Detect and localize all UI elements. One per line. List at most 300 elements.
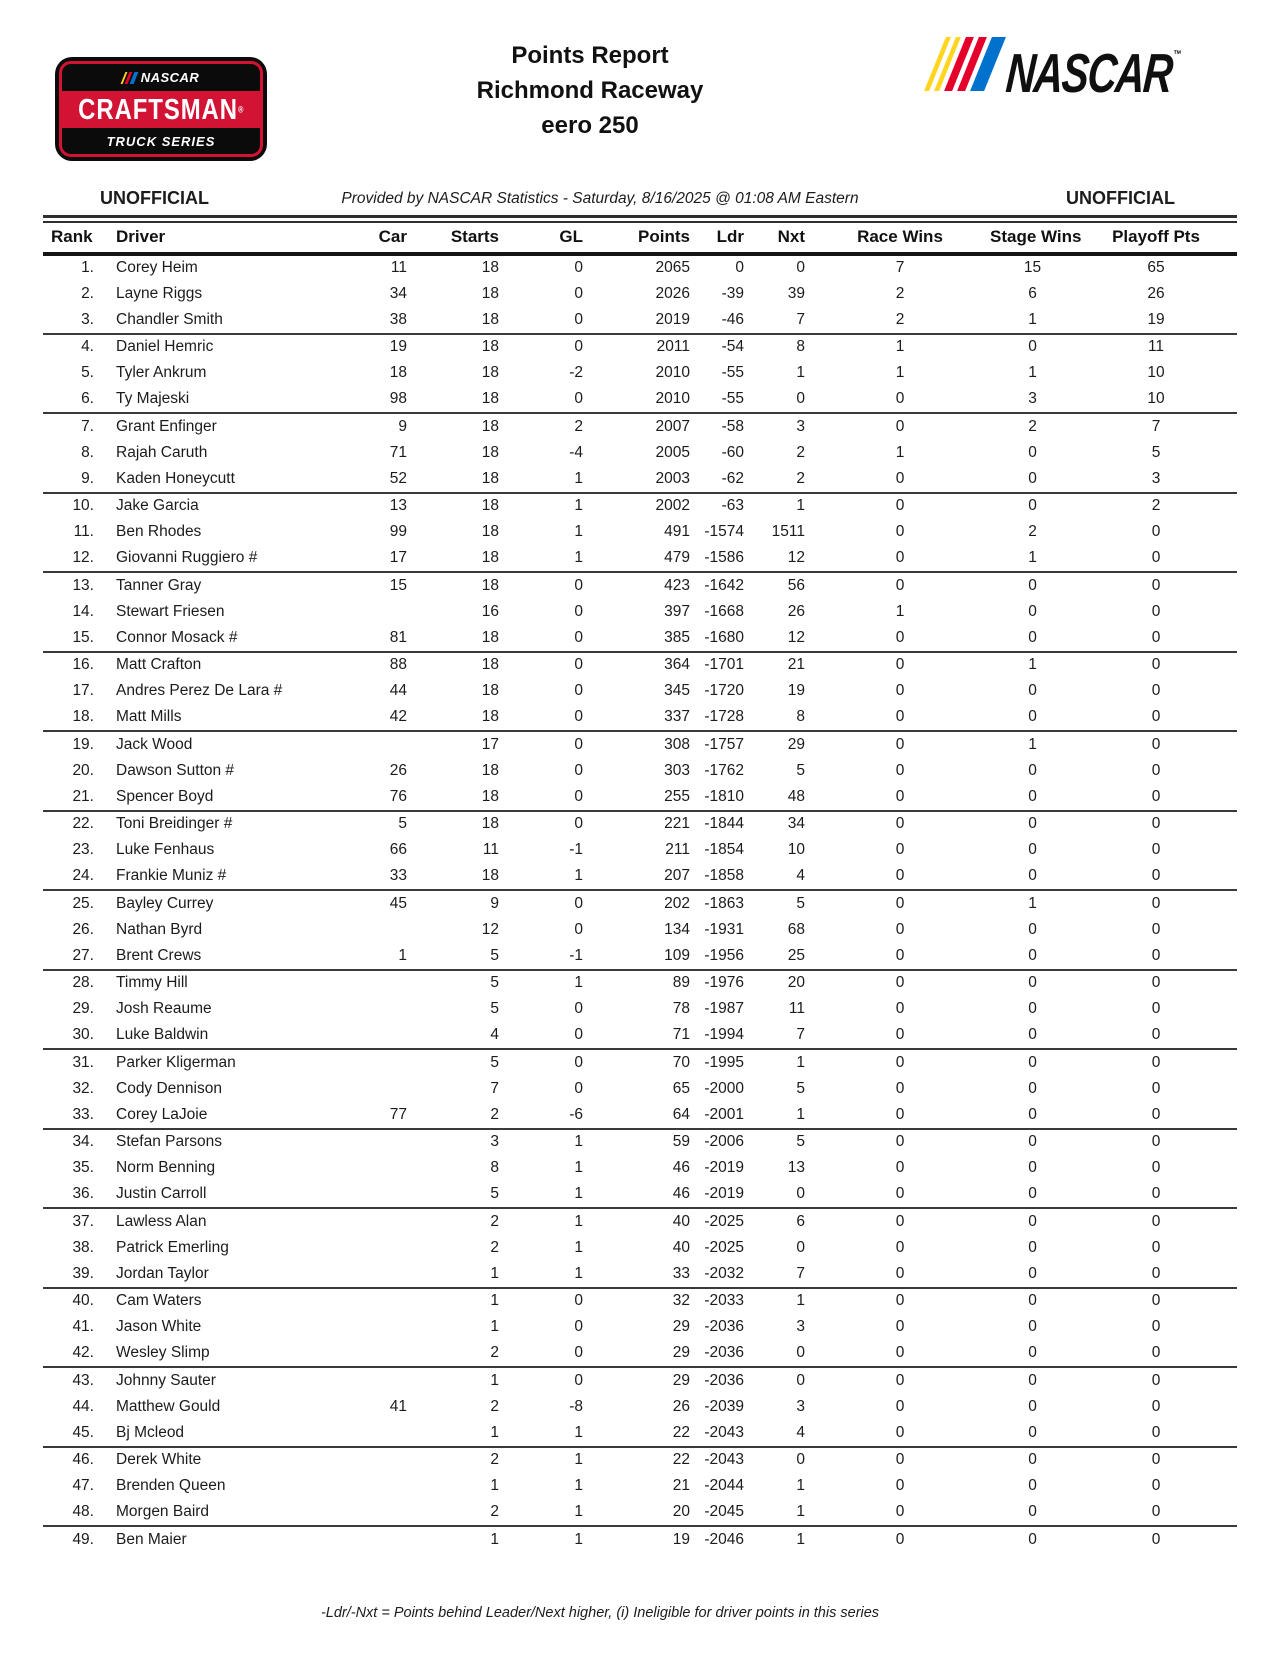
points-cell: 20	[672, 1503, 690, 1521]
playoff-pts-cell: 0	[1151, 787, 1161, 805]
car-cell: 88	[389, 656, 407, 674]
driver-cell: Giovanni Ruggiero #	[116, 549, 258, 567]
nascar-logo-text: NASCAR	[1003, 42, 1174, 104]
rank-cell: 44.	[72, 1397, 94, 1415]
driver-cell: Ben Rhodes	[116, 523, 202, 541]
rank-cell: 19.	[72, 735, 94, 753]
starts-cell: 1	[490, 1423, 499, 1441]
points-cell: 2005	[655, 443, 690, 461]
car-cell: 15	[389, 576, 407, 594]
row-group	[43, 731, 1237, 811]
row-group	[43, 890, 1237, 970]
row-group	[43, 1049, 1237, 1129]
car-cell: 11	[390, 259, 407, 277]
ldr-cell: -2043	[704, 1451, 744, 1469]
driver-cell: Cam Waters	[116, 1292, 202, 1310]
car-cell	[360, 970, 412, 997]
playoff-pts-cell: 26	[1147, 284, 1165, 302]
table-row	[43, 1076, 1237, 1103]
table-row	[43, 1049, 1237, 1076]
row-group	[43, 334, 1237, 414]
starts-cell: 18	[481, 259, 499, 277]
table-row	[43, 837, 1237, 864]
car-cell: 17	[389, 549, 407, 567]
rank-cell: 31.	[72, 1053, 94, 1071]
car-cell: 1	[398, 946, 407, 964]
nxt-cell: 5	[796, 1133, 805, 1151]
playoff-pts-cell: 3	[1151, 469, 1161, 487]
legend-note: -Ldr/-Nxt = Points behind Leader/Next higher, (i) Ineligible for driver points in this series	[320, 1605, 880, 1621]
nxt-cell: 3	[796, 1397, 805, 1415]
car-cell: 98	[389, 390, 407, 408]
stage-wins-cell: 0	[1028, 628, 1037, 646]
car-cell	[360, 1420, 412, 1447]
car-cell: 34	[389, 284, 407, 302]
craftsman-logo-red-band	[62, 91, 260, 128]
table-row	[43, 281, 1237, 308]
gl-cell: 1	[574, 549, 583, 567]
playoff-pts-cell: 0	[1151, 682, 1161, 700]
rank-cell: 47.	[72, 1477, 94, 1495]
gl-cell: 0	[574, 1318, 583, 1336]
race-wins-cell: 0	[895, 1000, 905, 1018]
table-row	[43, 1023, 1237, 1050]
playoff-pts-cell: 0	[1151, 602, 1161, 620]
rank-cell: 17.	[72, 682, 94, 700]
stage-wins-cell: 0	[1028, 920, 1037, 938]
points-cell: 255	[664, 787, 690, 805]
points-cell: 2010	[655, 390, 690, 408]
nxt-cell: 0	[796, 1238, 805, 1256]
driver-cell: Frankie Muniz #	[116, 867, 227, 885]
points-cell: 89	[672, 974, 690, 992]
nxt-cell: 4	[796, 867, 805, 885]
stage-wins-cell: 0	[1028, 1105, 1037, 1123]
nxt-cell: 7	[796, 310, 805, 328]
table-row	[43, 811, 1237, 838]
race-wins-cell: 0	[895, 735, 905, 753]
table-row	[43, 625, 1237, 652]
rank-cell: 28.	[72, 974, 94, 992]
nxt-cell: 0	[796, 1185, 805, 1203]
starts-cell: 18	[481, 523, 499, 541]
starts-cell: 17	[481, 735, 499, 753]
craftsman-logo-nascar-text: NASCAR	[140, 70, 200, 85]
stage-wins-cell: 0	[1028, 867, 1037, 885]
stage-wins-cell: 0	[1028, 576, 1037, 594]
column-header-gl: GL	[504, 223, 588, 254]
rank-cell: 21.	[72, 787, 94, 805]
car-cell: 99	[389, 523, 407, 541]
table-row	[43, 1261, 1237, 1288]
table-row	[43, 970, 1237, 997]
starts-cell: 18	[481, 390, 499, 408]
stage-wins-cell: 0	[1028, 787, 1037, 805]
gl-cell: 0	[574, 1079, 583, 1097]
driver-cell: Luke Baldwin	[116, 1026, 209, 1044]
stage-wins-cell: 6	[1028, 284, 1037, 302]
race-wins-cell: 0	[895, 1292, 905, 1310]
rank-cell: 32.	[72, 1079, 94, 1097]
race-wins-cell: 0	[895, 946, 905, 964]
rank-cell: 37.	[72, 1212, 94, 1230]
playoff-pts-cell: 0	[1151, 1503, 1161, 1521]
nxt-cell: 6	[796, 1212, 805, 1230]
ldr-cell: -2036	[704, 1371, 744, 1389]
table-row	[43, 1155, 1237, 1182]
driver-cell: Matt Crafton	[116, 656, 202, 674]
points-cell: 385	[664, 628, 690, 646]
car-cell	[360, 1129, 412, 1156]
ldr-cell: -1668	[704, 602, 744, 620]
ldr-cell: -39	[721, 284, 744, 302]
driver-cell: Layne Riggs	[116, 284, 203, 302]
points-cell: 109	[664, 946, 690, 964]
gl-cell: -8	[569, 1397, 583, 1415]
gl-cell: 1	[574, 1185, 583, 1203]
points-cell: 2002	[655, 497, 690, 515]
points-cell: 207	[664, 867, 690, 885]
gl-cell: 0	[574, 1292, 583, 1310]
race-wins-cell: 0	[895, 497, 905, 515]
stage-wins-cell: 3	[1028, 390, 1037, 408]
gl-cell: 0	[574, 390, 583, 408]
provided-by-line: Provided by NASCAR Statistics - Saturday, 8/16/2025 @ 01:08 AM Eastern	[341, 190, 859, 207]
gl-cell: 1	[574, 1159, 583, 1177]
rank-cell: 16.	[72, 656, 94, 674]
stage-wins-cell: 1	[1028, 549, 1037, 567]
table-row	[43, 1235, 1237, 1262]
playoff-pts-cell: 0	[1151, 628, 1161, 646]
nxt-cell: 1	[796, 1503, 805, 1521]
stage-wins-cell: 15	[1023, 259, 1042, 277]
playoff-pts-cell: 0	[1151, 1371, 1161, 1389]
ldr-cell: -55	[721, 364, 744, 382]
stage-wins-cell: 0	[1028, 1238, 1037, 1256]
points-cell: 29	[672, 1344, 690, 1362]
points-cell: 2026	[655, 284, 690, 302]
playoff-pts-cell: 0	[1151, 656, 1161, 674]
rank-cell: 36.	[72, 1185, 94, 1203]
track-name: Richmond Raceway	[476, 77, 704, 104]
gl-cell: 0	[574, 1371, 583, 1389]
table-row	[43, 360, 1237, 387]
gl-cell: 0	[574, 1026, 583, 1044]
table-row	[43, 1526, 1237, 1553]
nxt-cell: 0	[796, 259, 805, 277]
ldr-cell: -2025	[704, 1212, 744, 1230]
points-cell: 19	[672, 1530, 690, 1548]
starts-cell: 5	[490, 1000, 499, 1018]
stage-wins-cell: 2	[1028, 417, 1037, 435]
stage-wins-cell: 0	[1028, 1371, 1037, 1389]
starts-cell: 18	[481, 815, 499, 833]
table-row	[43, 890, 1237, 917]
stage-wins-cell: 0	[1028, 1212, 1037, 1230]
nxt-cell: 3	[796, 417, 805, 435]
row-group	[43, 493, 1237, 573]
row-group	[43, 1526, 1237, 1553]
rank-cell: 10.	[72, 497, 94, 515]
playoff-pts-cell: 0	[1151, 549, 1161, 567]
race-wins-cell: 0	[895, 656, 905, 674]
gl-cell: 1	[574, 974, 583, 992]
car-cell: 26	[389, 761, 407, 779]
points-cell: 70	[672, 1053, 690, 1071]
table-row	[43, 1367, 1237, 1394]
table-row	[43, 705, 1237, 732]
points-cell: 2065	[655, 259, 690, 277]
ldr-cell: -1757	[704, 735, 744, 753]
driver-cell: Stewart Friesen	[116, 602, 225, 620]
stage-wins-cell: 0	[1028, 497, 1037, 515]
gl-cell: 1	[574, 1423, 583, 1441]
ldr-cell: -1994	[704, 1026, 744, 1044]
driver-cell: Jason White	[116, 1318, 202, 1336]
nascar-logo	[935, 36, 1241, 104]
stage-wins-cell: 2	[1028, 523, 1037, 541]
ldr-cell: -1863	[704, 894, 744, 912]
ldr-cell: -1762	[704, 761, 744, 779]
gl-cell: 0	[574, 682, 583, 700]
table-row	[43, 1341, 1237, 1368]
nxt-cell: 0	[796, 390, 805, 408]
points-cell: 397	[664, 602, 690, 620]
craftsman-logo-frame	[59, 61, 263, 157]
table-row	[43, 1420, 1237, 1447]
playoff-pts-cell: 0	[1151, 867, 1161, 885]
car-cell: 66	[389, 841, 407, 859]
driver-cell: Justin Carroll	[116, 1185, 207, 1203]
starts-cell: 18	[481, 417, 499, 435]
table-row	[43, 943, 1237, 970]
row-group	[43, 1208, 1237, 1288]
stage-wins-cell: 0	[1028, 443, 1037, 461]
driver-cell: Corey LaJoie	[116, 1105, 208, 1123]
nxt-cell: 25	[787, 946, 805, 964]
car-cell	[360, 1500, 412, 1527]
rank-cell: 40.	[72, 1292, 94, 1310]
stage-wins-cell: 0	[1028, 1159, 1037, 1177]
playoff-pts-cell: 5	[1151, 443, 1161, 461]
stage-wins-cell: 0	[1028, 1292, 1037, 1310]
starts-cell: 18	[481, 549, 499, 567]
driver-cell: Matt Mills	[116, 708, 182, 726]
rank-cell: 43.	[72, 1371, 94, 1389]
ldr-cell: -54	[721, 338, 744, 356]
rank-cell: 18.	[72, 708, 94, 726]
rank-cell: 9.	[81, 469, 94, 487]
playoff-pts-cell: 0	[1151, 1264, 1161, 1282]
table-row	[43, 440, 1237, 467]
points-cell: 33	[672, 1264, 690, 1282]
playoff-pts-cell: 0	[1151, 920, 1161, 938]
nxt-cell: 8	[796, 708, 805, 726]
points-cell: 364	[664, 656, 690, 674]
rank-cell: 8.	[81, 443, 94, 461]
race-wins-cell: 0	[895, 1423, 905, 1441]
ldr-cell: -2044	[704, 1477, 744, 1495]
table-row	[43, 1129, 1237, 1156]
stage-wins-cell: 0	[1028, 974, 1037, 992]
car-cell	[360, 1182, 412, 1209]
points-cell: 29	[672, 1371, 690, 1389]
nxt-cell: 5	[796, 894, 805, 912]
playoff-pts-cell: 19	[1147, 310, 1165, 328]
ldr-cell: -1574	[704, 523, 744, 541]
rank-cell: 6.	[81, 390, 94, 408]
starts-cell: 2	[490, 1451, 499, 1469]
nxt-cell: 5	[796, 761, 805, 779]
ldr-cell: -1854	[704, 841, 744, 859]
ldr-cell: -2019	[704, 1159, 744, 1177]
driver-cell: Jordan Taylor	[116, 1264, 209, 1282]
nxt-cell: 3	[796, 1318, 805, 1336]
rank-cell: 33.	[72, 1105, 94, 1123]
ldr-cell: -62	[721, 469, 744, 487]
points-cell: 46	[672, 1159, 690, 1177]
car-cell: 52	[389, 469, 407, 487]
race-wins-cell: 0	[895, 1105, 905, 1123]
nxt-cell: 11	[788, 1000, 805, 1018]
race-wins-cell: 0	[895, 1530, 905, 1548]
playoff-pts-cell: 10	[1147, 390, 1165, 408]
table-row	[43, 546, 1237, 573]
table-row	[43, 652, 1237, 679]
table-row	[43, 1473, 1237, 1500]
starts-cell: 2	[490, 1397, 499, 1415]
car-cell	[360, 1208, 412, 1235]
car-cell: 42	[389, 708, 407, 726]
row-group	[43, 970, 1237, 1050]
rank-cell: 14.	[72, 602, 94, 620]
points-cell: 479	[664, 549, 690, 567]
playoff-pts-cell: 0	[1151, 1344, 1161, 1362]
gl-cell: -2	[569, 364, 583, 382]
table-row	[43, 1182, 1237, 1209]
stage-wins-cell: 0	[1028, 1344, 1037, 1362]
gl-cell: 0	[574, 338, 583, 356]
race-wins-cell: 0	[895, 1185, 905, 1203]
starts-cell: 18	[481, 576, 499, 594]
points-cell: 22	[672, 1423, 690, 1441]
ldr-cell: -1642	[704, 576, 744, 594]
playoff-pts-cell: 0	[1151, 1105, 1161, 1123]
rank-cell: 22.	[72, 815, 94, 833]
row-group	[43, 1129, 1237, 1209]
race-wins-cell: 1	[895, 364, 905, 382]
playoff-pts-cell: 0	[1151, 841, 1161, 859]
car-cell: 18	[389, 364, 407, 382]
rank-cell: 2.	[81, 284, 94, 302]
car-cell	[360, 1473, 412, 1500]
playoff-pts-cell: 0	[1151, 1397, 1161, 1415]
rank-cell: 13.	[72, 576, 94, 594]
ldr-cell: -1810	[704, 787, 744, 805]
driver-cell: Derek White	[116, 1451, 202, 1469]
driver-cell: Grant Enfinger	[116, 417, 217, 435]
points-cell: 202	[664, 894, 690, 912]
points-cell: 2007	[655, 417, 690, 435]
table-row	[43, 466, 1237, 493]
craftsman-logo-top-band	[62, 64, 260, 91]
row-group	[43, 1447, 1237, 1527]
stage-wins-cell: 0	[1028, 946, 1037, 964]
table-row	[43, 1447, 1237, 1474]
gl-cell: 0	[574, 1000, 583, 1018]
ldr-cell: -2039	[704, 1397, 744, 1415]
gl-cell: 0	[574, 284, 583, 302]
playoff-pts-cell: 0	[1151, 1079, 1161, 1097]
nxt-cell: 1	[796, 1292, 805, 1310]
ldr-cell: -1976	[704, 974, 744, 992]
playoff-pts-cell: 0	[1151, 1053, 1161, 1071]
driver-cell: Tanner Gray	[116, 576, 202, 594]
table-header-row	[43, 223, 1237, 254]
table-header	[43, 223, 1237, 254]
stage-wins-cell: 0	[1028, 761, 1037, 779]
starts-cell: 16	[481, 602, 499, 620]
race-wins-cell: 1	[895, 338, 905, 356]
race-wins-cell: 7	[895, 259, 905, 277]
starts-cell: 1	[490, 1530, 499, 1548]
car-cell	[360, 1314, 412, 1341]
table-row	[43, 1208, 1237, 1235]
points-cell: 29	[672, 1318, 690, 1336]
nxt-cell: 1	[796, 1530, 805, 1548]
starts-cell: 18	[481, 628, 499, 646]
rank-cell: 42.	[72, 1344, 94, 1362]
table-row	[43, 413, 1237, 440]
starts-cell: 9	[490, 894, 499, 912]
ldr-cell: -2000	[704, 1079, 744, 1097]
nxt-cell: 0	[796, 1371, 805, 1389]
car-cell: 44	[389, 682, 407, 700]
race-wins-cell: 0	[895, 1079, 905, 1097]
car-cell	[360, 1367, 412, 1394]
stage-wins-cell: 0	[1028, 469, 1037, 487]
nxt-cell: 19	[787, 682, 805, 700]
points-cell: 32	[672, 1292, 690, 1310]
race-wins-cell: 0	[895, 1344, 905, 1362]
ldr-cell: -1844	[704, 815, 744, 833]
race-wins-cell: 0	[895, 894, 905, 912]
row-group	[43, 811, 1237, 891]
points-cell: 134	[664, 920, 690, 938]
race-wins-cell: 0	[895, 761, 905, 779]
points-cell: 64	[672, 1105, 690, 1123]
race-wins-cell: 0	[895, 1026, 905, 1044]
playoff-pts-cell: 0	[1151, 1212, 1161, 1230]
driver-cell: Jack Wood	[116, 735, 193, 753]
nxt-cell: 13	[787, 1159, 805, 1177]
gl-cell: 0	[574, 602, 583, 620]
playoff-pts-cell: 0	[1151, 708, 1161, 726]
craftsman-logo-bottom-band	[62, 128, 260, 154]
gl-cell: 1	[574, 1477, 583, 1495]
playoff-pts-cell: 0	[1151, 1133, 1161, 1151]
ldr-cell: -60	[721, 443, 744, 461]
nxt-cell: 12	[787, 549, 805, 567]
table-row	[43, 254, 1237, 281]
points-cell: 21	[672, 1477, 690, 1495]
points-cell: 40	[672, 1238, 690, 1256]
rank-cell: 29.	[72, 1000, 94, 1018]
driver-cell: Chandler Smith	[116, 310, 223, 328]
gl-cell: 0	[574, 920, 583, 938]
driver-cell: Nathan Byrd	[116, 920, 203, 938]
starts-cell: 1	[490, 1292, 499, 1310]
